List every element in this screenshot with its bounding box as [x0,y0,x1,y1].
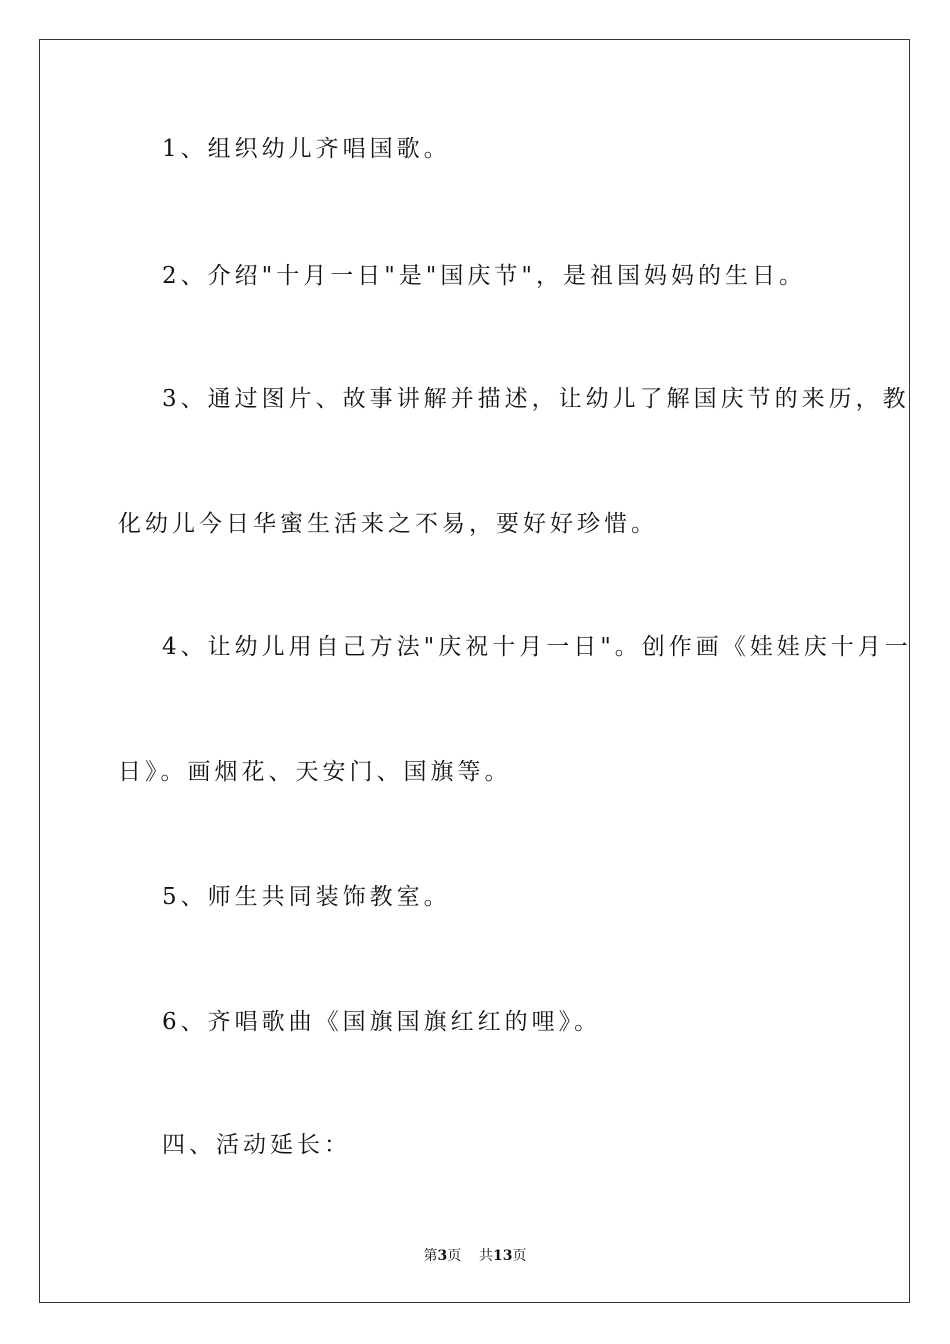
paragraph-item-1: 1、组织幼儿齐唱国歌。 [162,136,451,162]
paragraph-item-5: 5、师生共同装饰教室。 [162,884,451,910]
footer-page-suffix: 页 [447,1248,462,1264]
page-border [39,39,910,1303]
paragraph-item-4-line-1: 4、让幼儿用自己方法"庆祝十月一日"。创作画《娃娃庆十月一 [162,634,912,660]
paragraph-item-4-line-2: 日》。画烟花、天安门、国旗等。 [118,759,512,785]
paragraph-item-3-line-1: 3、通过图片、故事讲解并描述，让幼儿了解国庆节的来历，教 [162,386,910,412]
footer-page-prefix: 第 [423,1248,438,1264]
page-footer [0,1247,950,1265]
section-heading-4: 四、活动延长： [162,1132,351,1158]
paragraph-item-2: 2、介绍"十月一日"是"国庆节"，是祖国妈妈的生日。 [162,263,806,289]
paragraph-item-3-line-2: 化幼儿今日华蜜生活来之不易，要好好珍惜。 [118,511,658,537]
footer-page-current: 3 [437,1248,448,1264]
footer-total-prefix: 共 [479,1248,494,1264]
footer-total-pages: 13 [493,1248,513,1264]
footer-total-suffix: 页 [512,1248,527,1264]
paragraph-item-6: 6、齐唱歌曲《国旗国旗红红的哩》。 [162,1009,602,1035]
